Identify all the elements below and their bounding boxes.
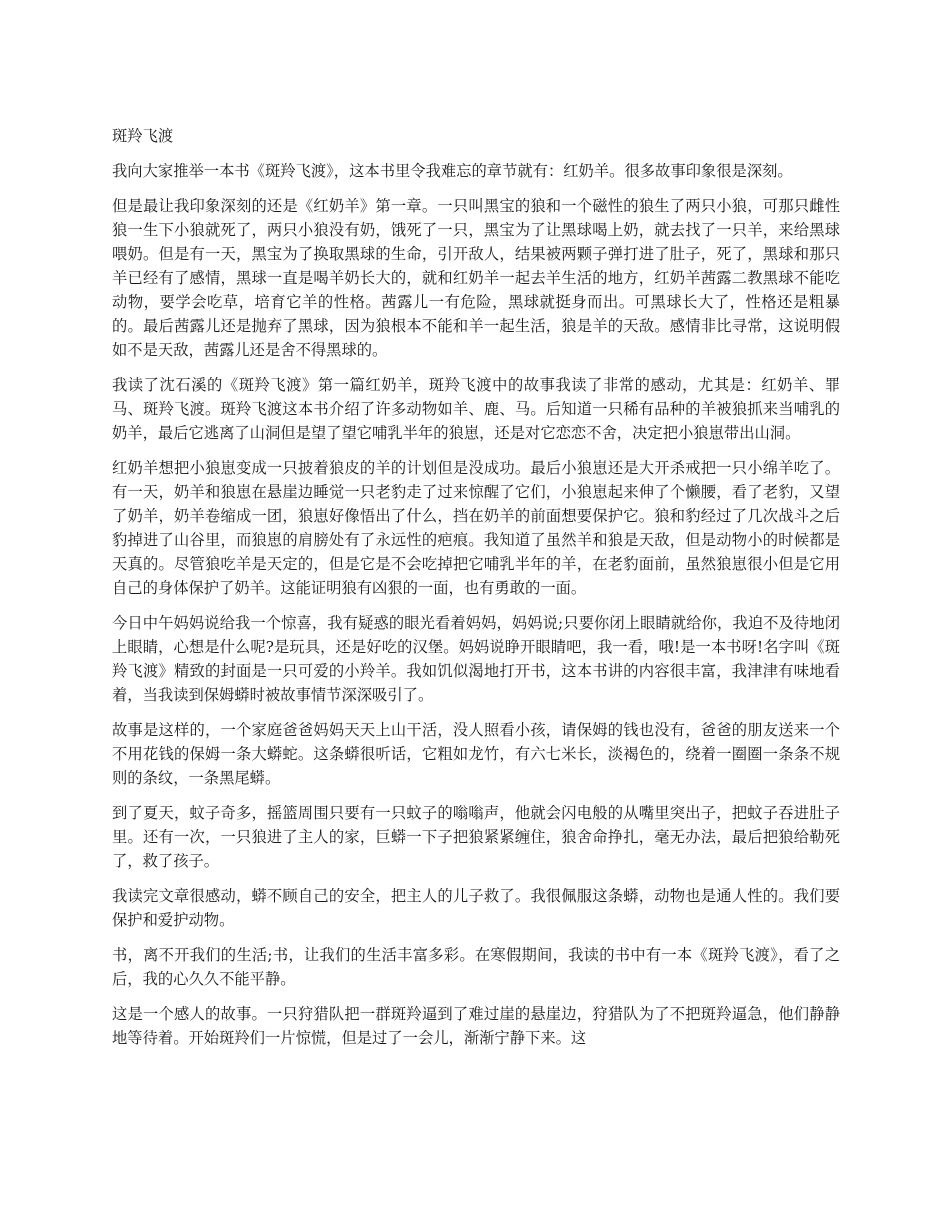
document-title: 斑羚飞渡 — [112, 127, 174, 145]
paragraph-4: 红奶羊想把小狼崽变成一只披着狼皮的羊的计划但是没成功。最后小狼崽还是大开杀戒把一只小绵羊吃了。有一天，奶羊和狼崽在悬崖边睡觉一只老豹走了过来惊醒了它们，小狼崽起来伸了个懒腰，看了老豹，又望了奶羊，奶羊卷缩成一团，狼崽好像悟出了什么，挡在奶羊的前面想要保护它。狼和豹经过了几次战斗之后豹掉进了山谷里，而狼崽的肩膀处有了永远性的疤痕。我知道了虽然羊和狼是天敌，但是动物小的时候都是天真的。尽管狼吃羊是天定的，但是它是不会吃掉把它哺乳半年的羊，在老豹面前，虽然狼崽很小但是它用自己的身体保护了奶羊。这能证明狼有凶狠的一面，也有勇敢的一面。 — [112, 459, 840, 597]
paragraph-7: 到了夏天，蚊子奇多，摇篮周围只要有一只蚊子的嗡嗡声，他就会闪电般的从嘴里突出子，把蚊子吞进肚子里。还有一次，一只狼进了主人的家，巨蟒一下子把狼紧紧缠住，狼舍命挣扎，毫无办法，最后把狼给勒死了，救了孩子。 — [112, 804, 840, 870]
paragraph-5: 今日中午妈妈说给我一个惊喜，我有疑惑的眼光看着妈妈，妈妈说;只要你闭上眼睛就给你，我迫不及待地闭上眼睛，心想是什么呢?是玩具，还是好吃的汉堡。妈妈说睁开眼睛吧，我一看，哦!是一本书呀!名字叫《斑羚飞渡》精致的封面是一只可爱的小羚羊。我如饥似渴地打开书，这本书讲的内容很丰富，我津津有味地看着，当我读到保姆蟒时被故事情节深深吸引了。 — [112, 614, 840, 704]
paragraph-9: 书，离不开我们的生活;书，让我们的生活丰富多彩。在寒假期间，我读的书中有一本《斑羚飞渡》，看了之后，我的心久久不能平静。 — [112, 946, 840, 988]
paragraph-6: 故事是这样的，一个家庭爸爸妈妈天天上山干活，没人照看小孩，请保姆的钱也没有，爸爸的朋友送来一个不用花钱的保姆一条大蟒蛇。这条蟒很听话，它粗如龙竹，有六七米长，淡褐色的，绕着一圈圈一条条不规则的条纹，一条黑尾蟒。 — [112, 721, 840, 787]
paragraph-1: 我向大家推举一本书《斑羚飞渡》，这本书里令我难忘的章节就有：红奶羊。很多故事印象很是深刻。 — [112, 162, 793, 180]
paragraph-2: 但是最让我印象深刻的还是《红奶羊》第一章。一只叫黑宝的狼和一个磁性的狼生了两只小狼，可那只雌性狼一生下小狼就死了，两只小狼没有奶，饿死了一只，黑宝为了让黑球喝上奶，就去找了一只羊，来给黑球喂奶。但是有一天，黑宝为了换取黑球的生命，引开敌人，结果被两颗子弹打进了肚子，死了，黑球和那只羊已经有了感情，黑球一直是喝羊奶长大的，就和红奶羊一起去羊生活的地方，红奶羊茜露二教黑球不能吃动物，要学会吃草，培育它羊的性格。茜露儿一有危险，黑球就挺身而出。可黑球长大了，性格还是粗暴的。最后茜露儿还是抛弃了黑球，因为狼根本不能和羊一起生活，狼是羊的天敌。感情非比寻常，这说明假如不是天敌，茜露儿还是舍不得黑球的。 — [112, 197, 840, 359]
paragraph-8: 我读完文章很感动，蟒不顾自己的安全，把主人的儿子救了。我很佩服这条蟒，动物也是通人性的。我们要保护和爱护动物。 — [112, 887, 840, 929]
paragraph-10: 这是一个感人的故事。一只狩猎队把一群斑羚逼到了难过崖的悬崖边，狩猎队为了不把斑羚逼急，他们静静地等待着。开始斑羚们一片惊慌，但是过了一会儿，渐渐宁静下来。这 — [112, 1005, 840, 1047]
document-body — [112, 124, 840, 1050]
paragraph-3: 我读了沈石溪的《斑羚飞渡》第一篇红奶羊，斑羚飞渡中的故事我读了非常的感动，尤其是：红奶羊、罪马、斑羚飞渡。斑羚飞渡这本书介绍了许多动物如羊、鹿、马。后知道一只稀有品种的羊被狼抓来当哺乳的奶羊，最后它逃离了山洞但是望了望它哺乳半年的狼崽，还是对它恋恋不舍，决定把小狼崽带出山洞。 — [112, 376, 840, 442]
